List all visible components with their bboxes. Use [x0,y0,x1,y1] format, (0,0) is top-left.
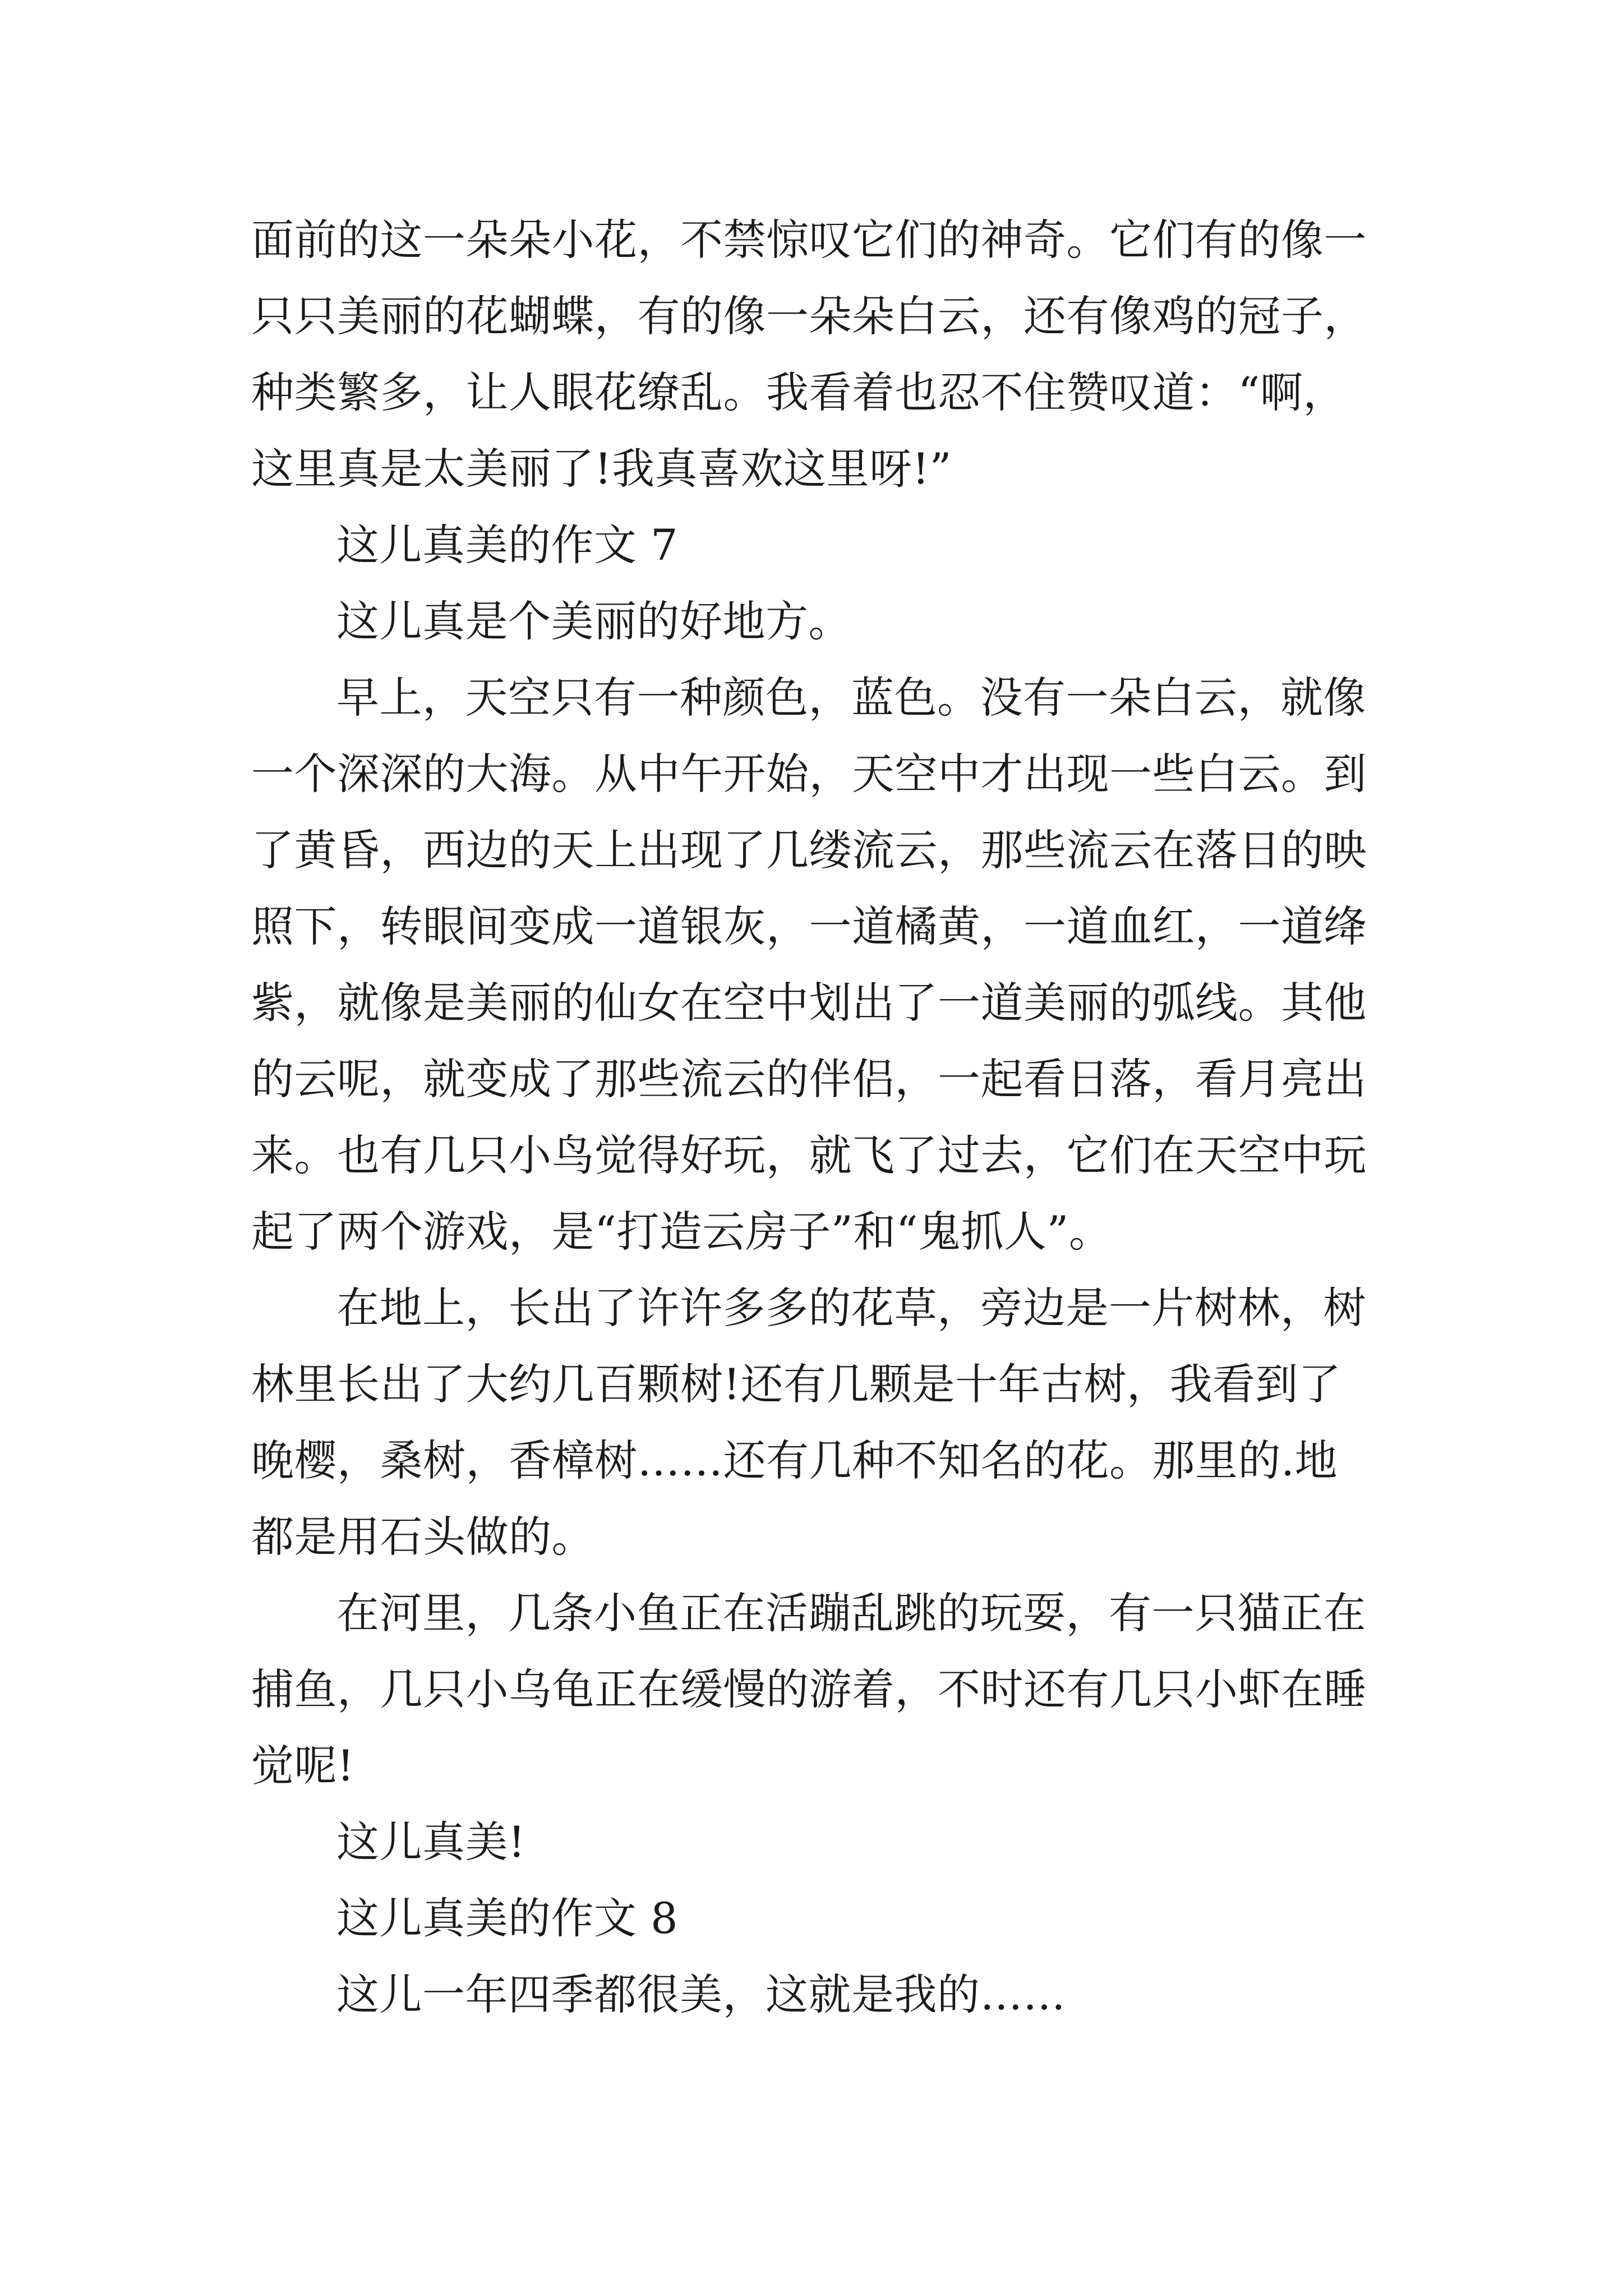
text-line: 觉呢! [251,1741,355,1791]
text-line: 的云呢，就变成了那些流云的伴侣，一起看日落，看月亮出 [251,1054,1367,1104]
text-line: 这儿一年四季都很美，这就是我的…… [336,1970,1066,2019]
document-body [251,202,1390,2033]
text-line: 了黄昏，西边的天上出现了几缕流云，那些流云在落日的映 [251,825,1367,875]
text-line: 起了两个游戏，是“打造云房子”和“鬼抓人”。 [251,1207,1112,1257]
text-line: 这儿真是个美丽的好地方。 [336,596,851,646]
text-line: 来。也有几只小鸟觉得好玩，就飞了过去，它们在天空中玩 [251,1130,1367,1180]
text-line: 都是用石头做的。 [251,1512,594,1562]
text-line: 在地上，长出了许许多多的花草，旁边是一片树林，树 [336,1283,1366,1333]
text-line: 这儿真美! [336,1817,526,1867]
text-line: 林里长出了大约几百颗树!还有几颗是十年古树，我看到了 [251,1359,1341,1409]
text-line: 在河里，几条小鱼正在活蹦乱跳的玩耍，有一只猫正在 [336,1588,1366,1638]
text-line: 只只美丽的花蝴蝶，有的像一朵朵白云，还有像鸡的冠子， [251,291,1367,341]
text-line: 捕鱼，几只小乌龟正在缓慢的游着，不时还有几只小虾在睡 [251,1664,1367,1714]
text-line: 早上，天空只有一种颜色，蓝色。没有一朵白云，就像 [336,673,1366,723]
text-line: 这里真是太美丽了!我真喜欢这里呀!” [251,444,952,494]
text-line: 种类繁多，让人眼花缭乱。我看着也忍不住赞叹道：“啊， [251,367,1346,417]
section-heading: 这儿真美的作文 8 [336,1893,679,1943]
section-heading: 这儿真美的作文 7 [336,520,679,570]
text-line: 紫，就像是美丽的仙女在空中划出了一道美丽的弧线。其他 [251,978,1367,1028]
text-line: 照下，转眼间变成一道银灰，一道橘黄，一道血红，一道绛 [251,901,1367,951]
text-line: 晚樱，桑树，香樟树……还有几种不知名的花。那里的.地 [251,1435,1338,1485]
text-line: 一个深深的大海。从中午开始，天空中才出现一些白云。到 [251,749,1367,799]
text-line: 面前的这一朵朵小花，不禁惊叹它们的神奇。它们有的像一 [251,215,1367,265]
